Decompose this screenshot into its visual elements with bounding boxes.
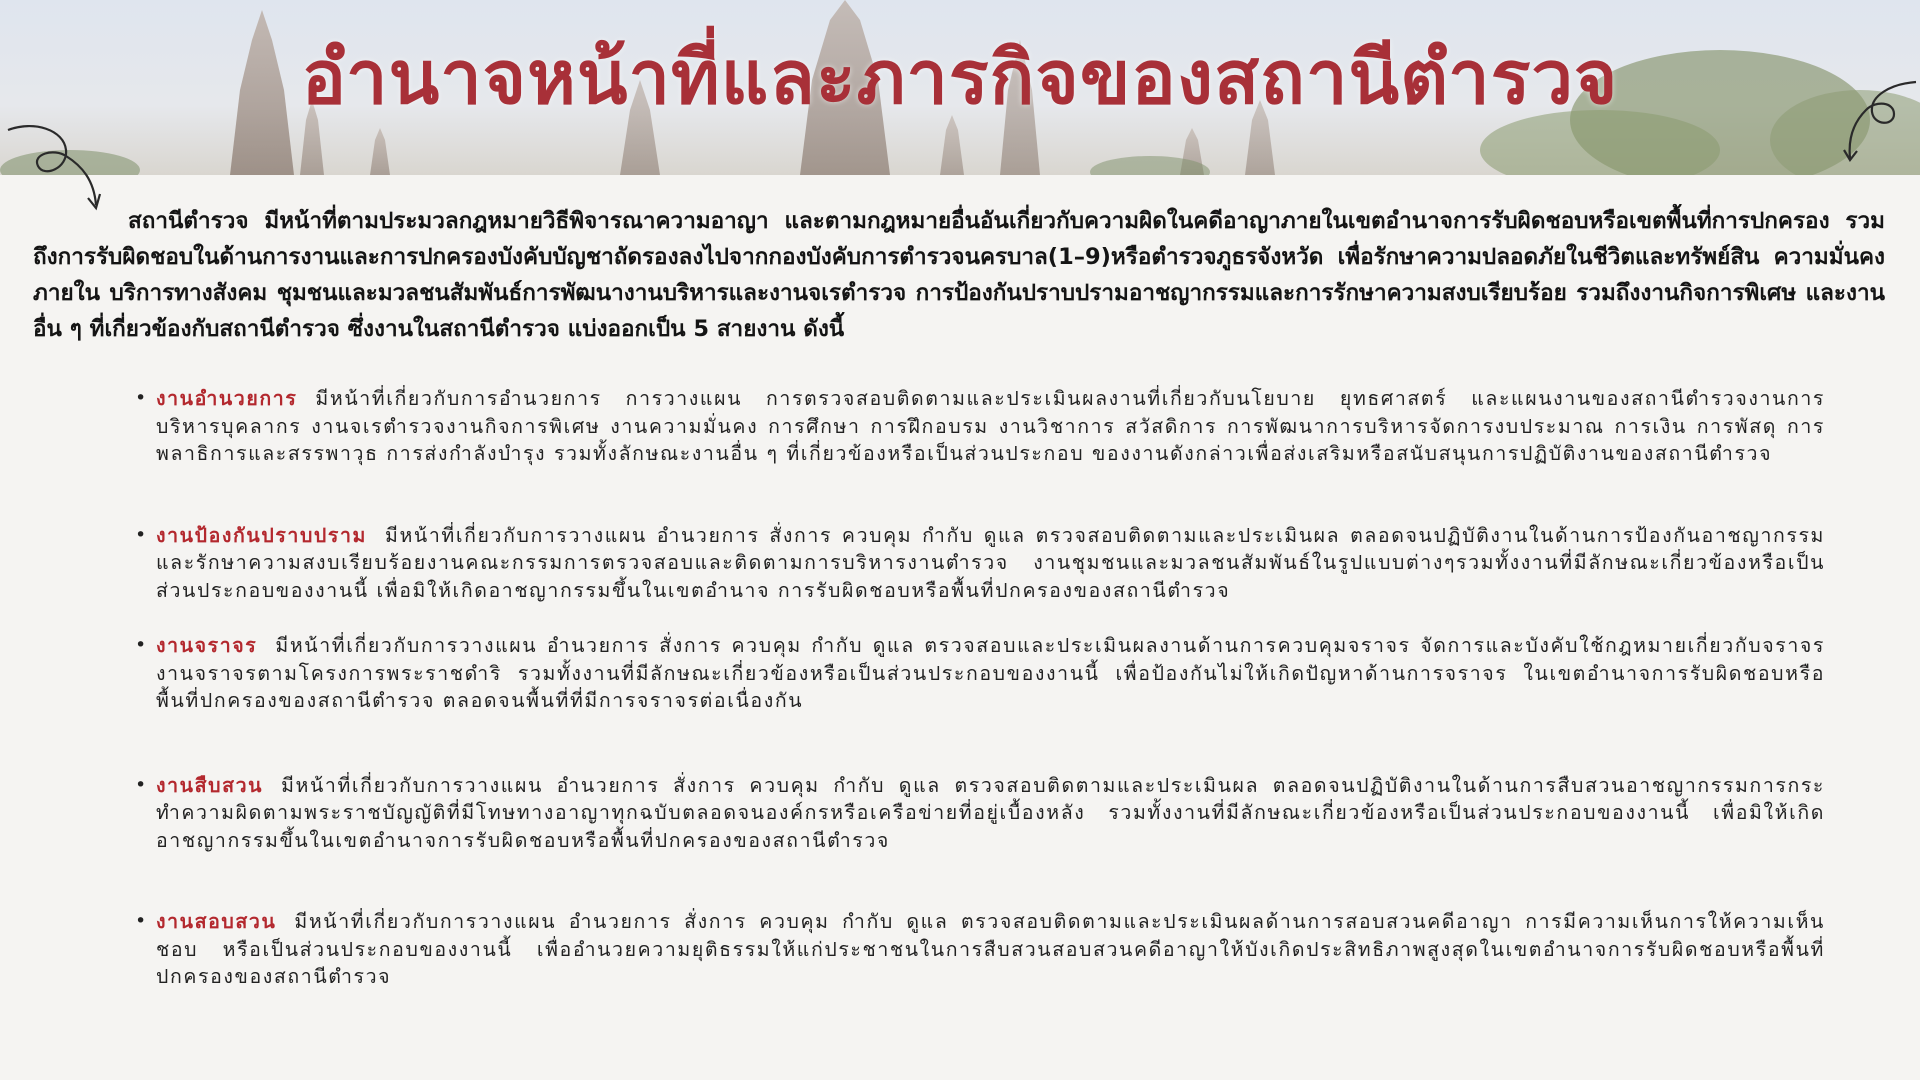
section-heading: งานสืบสวน xyxy=(156,773,264,797)
bullet-icon: • xyxy=(135,523,148,546)
section-inquiry xyxy=(135,908,1825,991)
section-text: มีหน้าที่เกี่ยวกับการวางแผน อำนวยการ สั่งการ ควบคุม กำกับ ดูแล ตรวจสอบติดตามและประเมินผล ตลอดจนปฏิบัติงานในด้านการป้องกันอาชญากรรมและรักษาความสงบเรียบร้อยงานคณะกรรมการตรวจสอบและติดตามการบริหารงานตำรวจ งานชุมชนและมวลชนสัมพันธ์ในรูปแบบต่างๆรวมทั้งงานที่มีลักษณะเกี่ยวข้องหรือเป็นส่วนประกอบของงานนี้ เพื่อมิให้เกิดอาชญากรรมขึ้นในเขตอำนาจ การรับผิดชอบหรือพื้นที่ปกครองของสถานีตำรวจ xyxy=(156,523,1825,602)
header-banner xyxy=(0,0,1920,175)
section-text: มีหน้าที่เกี่ยวกับการวางแผน อำนวยการ สั่งการ ควบคุม กำกับ ดูแล ตรวจสอบติดตามและประเมินผลด้านการสอบสวนคดีอาญา การมีความเห็นการให้ความเห็นชอบ หรือเป็นส่วนประกอบของงานนี้ เพื่ออำนวยความยุติธรรมให้แก่ประชาชนในการสืบสวนสอบสวนคดีอาญาให้บังเกิดประสิทธิภาพสูงสุดในเขตอำนาจการรับผิดชอบหรือพื้นที่ปกครองของสถานีตำรวจ xyxy=(156,910,1825,988)
section-heading: งานอำนวยการ xyxy=(156,387,298,410)
right-swirl-arrow-icon xyxy=(1840,78,1918,163)
section-heading: งานป้องกันปราบปราม xyxy=(156,523,367,547)
bullet-icon: • xyxy=(135,910,148,932)
section-text: มีหน้าที่เกี่ยวกับการวางแผน อำนวยการ สั่งการ ควบคุม กำกับ ดูแล ตรวจสอบติดตามและประเมินผล ตลอดจนปฏิบัติงานในด้านการสืบสวนอาชญากรรมการกระทำความผิดตามพระราชบัญญัติที่มีโทษทางอาญาทุกฉบับตลอดจนองค์กรหรือเครือข่ายที่อยู่เบื้องหลัง รวมทั้งงานที่มีลักษณะเกี่ยวข้องหรือเป็นส่วนประกอบของงานนี้ เพื่อมิให้เกิดอาชญากรรมขึ้นในเขตอำนาจการรับผิดชอบหรือพื้นที่ปกครองของสถานีตำรวจ xyxy=(156,773,1825,852)
section-crime-prevention xyxy=(135,522,1825,605)
left-swirl-arrow-icon xyxy=(4,120,104,215)
bullet-icon: • xyxy=(135,387,148,409)
section-heading: งานสอบสวน xyxy=(156,910,277,933)
work-sections-list xyxy=(135,385,1825,991)
bullet-icon: • xyxy=(135,773,148,796)
section-heading: งานจราจร xyxy=(156,634,258,657)
section-text: มีหน้าที่เกี่ยวกับการอำนวยการ การวางแผน การตรวจสอบติดตามและประเมินผลงานที่เกี่ยวกับนโยบาย ยุทธศาสตร์ และแผนงานของสถานีตำรวจงานการบริหารบุคลากร งานจเรตำรวจงานกิจการพิเศษ งานความมั่นคง การศึกษา การฝึกอบรม งานวิชาการ สวัสดิการ การพัฒนาการบริหารจัดการงบประมาณ การเงิน การพัสดุ การพลาธิการและสรรพาวุธ การส่งกำลังบำรุง รวมทั้งลักษณะงานอื่น ๆ ที่เกี่ยวข้องหรือเป็นส่วนประกอบ ของงานดังกล่าวเพื่อส่งเสริมหรือสนับสนุนการปฏิบัติงานของสถานีตำรวจ xyxy=(156,387,1825,465)
bullet-icon: • xyxy=(135,634,148,656)
section-administration xyxy=(135,385,1825,468)
section-text: มีหน้าที่เกี่ยวกับการวางแผน อำนวยการ สั่งการ ควบคุม กำกับ ดูแล ตรวจสอบและประเมินผลงานด้านการควบคุมจราจร จัดการและบังคับใช้กฎหมายเกี่ยวกับจราจร งานจราจรตามโครงการพระราชดำริ รวมทั้งงานที่มีลักษณะเกี่ยวข้องหรือเป็นส่วนประกอบของงานนี้ เพื่อป้องกันไม่ให้เกิดปัญหาด้านการจราจร ในเขตอำนาจการรับผิดชอบหรือพื้นที่ปกครองของสถานีตำรวจ ตลอดจนพื้นที่ที่มีการจราจรต่อเนื่องกัน xyxy=(156,634,1825,712)
section-traffic xyxy=(135,632,1825,715)
section-investigation xyxy=(135,772,1825,855)
intro-paragraph: สถานีตำรวจ มีหน้าที่ตามประมวลกฎหมายวิธีพิจารณาความอาญา และตามกฎหมายอื่นอันเกี่ยวกับความผิดในคดีอาญาภายในเขตอำนาจการรับผิดชอบหรือเขตพื้นที่การปกครอง รวมถึงการรับผิดชอบในด้านการงานและการปกครองบังคับบัญชาถัดรองลงไปจากกองบังคับการตำรวจนครบาล(1–9)หรือตำรวจภูธรจังหวัด เพื่อรักษาความปลอดภัยในชีวิตและทรัพย์สิน ความมั่นคงภายใน บริการทางสังคม ชุมชนและมวลชนสัมพันธ์การพัฒนางานบริหารและงานจเรตำรวจ การป้องกันปราบปรามอาชญากรรมและการรักษาความสงบเรียบร้อย รวมถึงงานกิจการพิเศษ และงานอื่น ๆ ที่เกี่ยวข้องกับสถานีตำรวจ ซึ่งงานในสถานีตำรวจ แบ่งออกเป็น 5 สายงาน ดังนี้ xyxy=(33,208,1885,342)
page-title: อำนาจหน้าที่และภารกิจของสถานีตำรวจ xyxy=(301,35,1619,121)
